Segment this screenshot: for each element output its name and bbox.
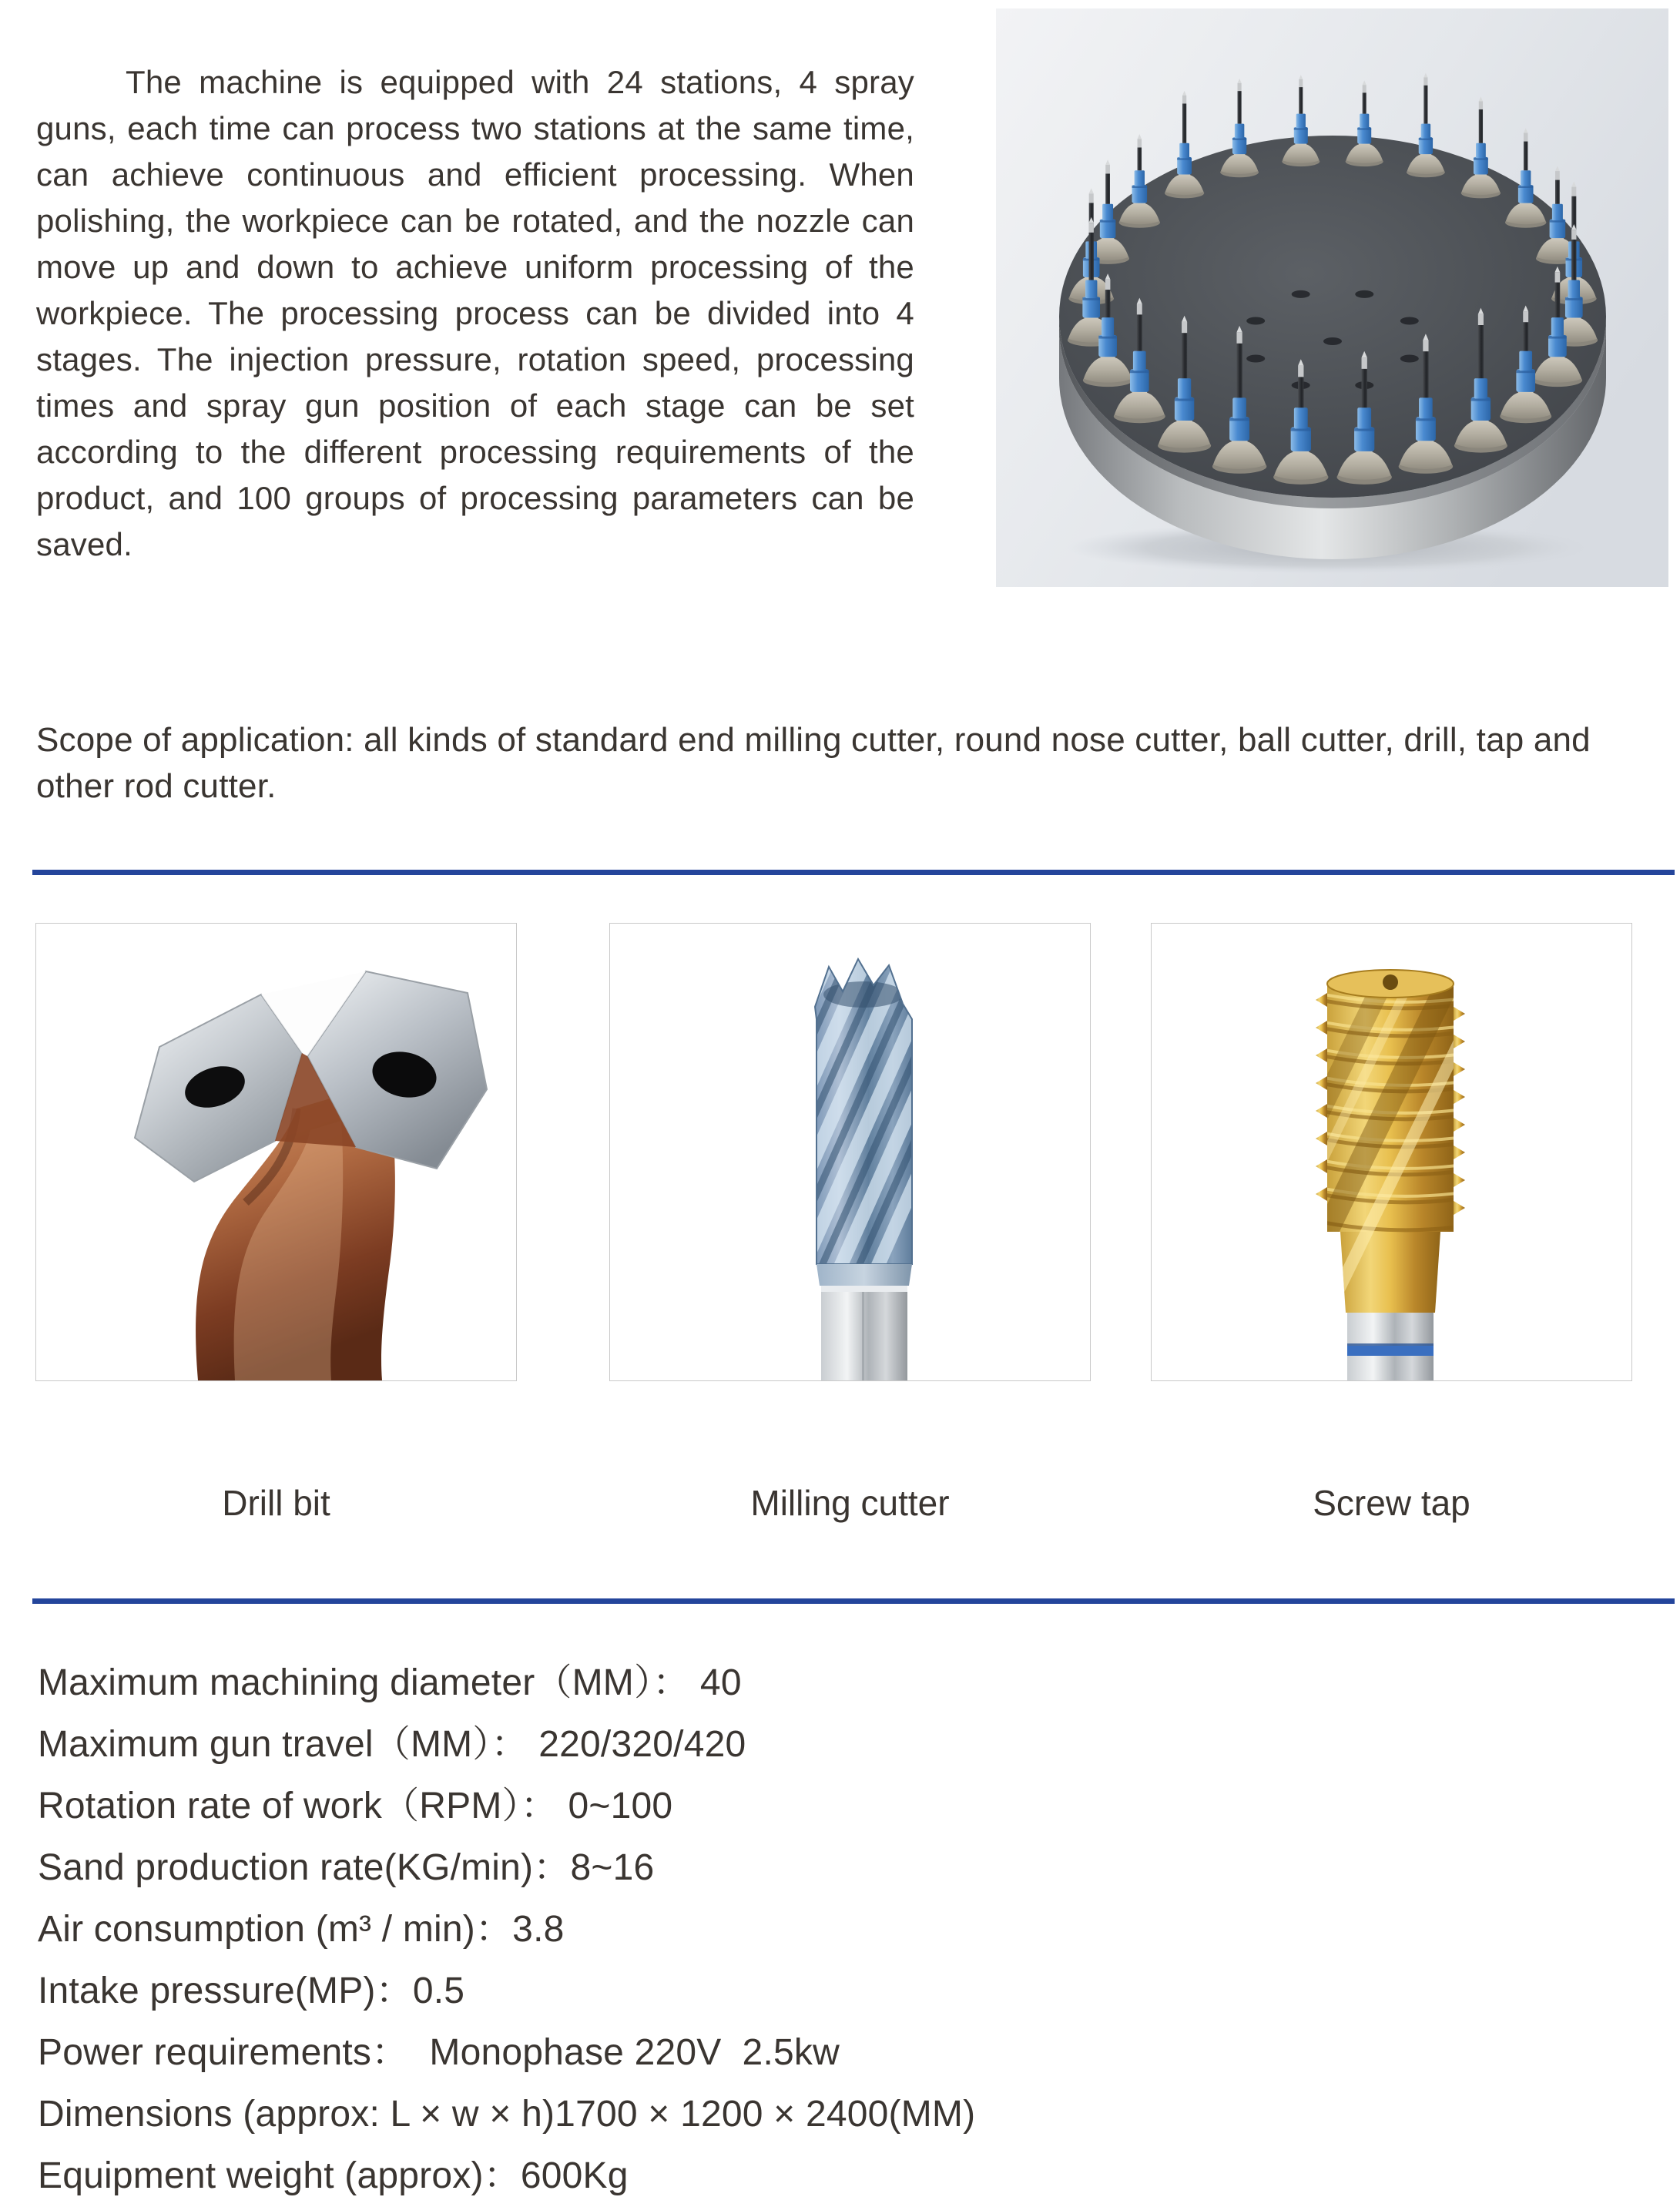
spec-equipment-weight: Equipment weight (approx)：600Kg	[38, 2155, 629, 2196]
spec-intake-pressure: Intake pressure(MP)：0.5	[38, 1971, 465, 2011]
section-divider-top	[32, 870, 1675, 875]
milling-cutter-illustration	[610, 924, 1090, 1380]
shank-seam	[862, 1286, 864, 1380]
spec-max-machining-diameter: Maximum machining diameter（MM）： 40	[38, 1662, 742, 1703]
product-caption-milling-cutter: Milling cutter	[750, 1483, 950, 1523]
spec-list	[38, 1652, 1640, 2207]
section-divider-bottom	[32, 1598, 1675, 1604]
product-image-screw-tap	[1151, 923, 1632, 1381]
product-caption-drill-bit: Drill bit	[222, 1483, 330, 1523]
product-image-drill-bit	[35, 923, 517, 1381]
spec-sand-production-rate: Sand production rate(KG/min)：8~16	[38, 1847, 655, 1888]
spec-power-requirements: Power requirements： Monophase 220V 2.5kw	[38, 2032, 840, 2073]
tap-ring-edge	[1347, 1343, 1434, 1346]
spec-max-gun-travel: Maximum gun travel（MM）： 220/320/420	[38, 1724, 746, 1765]
product-caption-screw-tap: Screw tap	[1313, 1483, 1470, 1523]
tap-blue-ring	[1347, 1346, 1434, 1356]
spec-rotation-rate: Rotation rate of work（RPM）： 0~100	[38, 1786, 673, 1826]
cutter-neck	[817, 1264, 912, 1286]
product-image-milling-cutter	[609, 923, 1091, 1381]
tap-center-hole	[1383, 974, 1398, 990]
intro-paragraph: The machine is equipped with 24 stations, 4 spray guns, each time can process two stations at the same time, can achieve continuous and efficient processing. When polishing, the workpiece can be rotated, and the nozzle can move up and down to achieve uniform processing of the workpiece. The processing process can be divided into 4 stages. The injection pressure, rotation speed, processing times and spray gun position of each stage can be set according to the different processing requirements of the product, and 100 groups of processing parameters can be saved.	[36, 64, 914, 562]
spec-dimensions: Dimensions (approx: L × w × h)1700 × 1200 × 2400(MM)	[38, 2094, 976, 2135]
screw-tap-illustration	[1152, 924, 1631, 1380]
shank-top-highlight	[821, 1286, 907, 1292]
spec-air-consumption: Air consumption (m³ / min)：3.8	[38, 1909, 565, 1950]
machine-photo	[996, 8, 1668, 587]
scope-text: Scope of application: all kinds of standard end milling cutter, round nose cutter, ball cutter, drill, tap and other rod cutter.	[36, 721, 1591, 805]
turntable-illustration	[996, 8, 1668, 587]
drill-bit-illustration	[36, 924, 516, 1380]
